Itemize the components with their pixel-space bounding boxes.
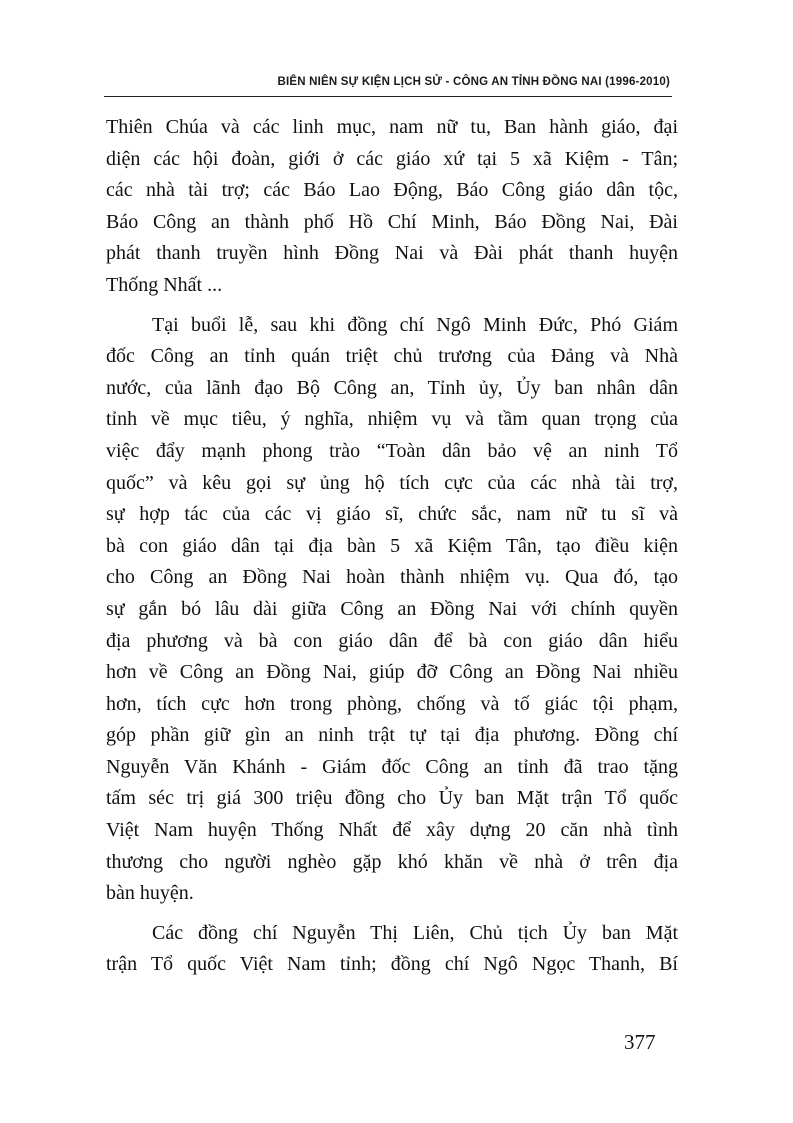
text-line: Thống Nhất ... xyxy=(106,273,223,296)
text-line: Các đồng chí Nguyễn Thị Liên, Chủ tịch Ủy ban Mặt xyxy=(152,921,678,944)
running-header-title: BIÊN NIÊN SỰ KIỆN LỊCH SỬ - CÔNG AN TỈNH ĐỒNG NAI (1996-2010) xyxy=(277,76,670,88)
text-line: sự hợp tác của các vị giáo sĩ, chức sắc, nam nữ tu sĩ và xyxy=(106,503,678,526)
text-line: góp phần giữ gìn an ninh trật tự tại địa phương. Đồng chí xyxy=(106,724,678,747)
text-line: Tại buổi lễ, sau khi đồng chí Ngô Minh Đức, Phó Giám xyxy=(152,313,678,336)
text-line: đốc Công an tỉnh quán triệt chủ trương của Đảng và Nhà xyxy=(106,345,678,368)
text-line: bà con giáo dân tại địa bàn 5 xã Kiệm Tân, tạo điều kiện xyxy=(106,534,678,557)
text-line: việc đẩy mạnh phong trào “Toàn dân bảo vệ an ninh Tổ xyxy=(106,439,678,462)
text-line: hơn, tích cực hơn trong phòng, chống và tố giác tội phạm, xyxy=(106,692,678,715)
paragraph-3 xyxy=(106,918,678,981)
text-line: sự gắn bó lâu dài giữa Công an Đồng Nai với chính quyền xyxy=(106,597,678,620)
text-line: tỉnh về mục tiêu, ý nghĩa, nhiệm vụ và tầm quan trọng của xyxy=(106,408,678,431)
text-line: trận Tổ quốc Việt Nam tỉnh; đồng chí Ngô Ngọc Thanh, Bí xyxy=(106,953,678,976)
text-line: địa phương và bà con giáo dân để bà con giáo dân hiểu xyxy=(106,629,678,652)
text-line: tấm séc trị giá 300 triệu đồng cho Ủy ban Mặt trận Tổ quốc xyxy=(106,787,678,810)
paragraph-gap xyxy=(106,910,678,918)
page-body xyxy=(106,112,678,981)
text-line: Việt Nam huyện Thống Nhất để xây dựng 20 căn nhà tình xyxy=(106,819,678,842)
paragraph-1 xyxy=(106,112,678,302)
paragraph-2 xyxy=(106,310,678,910)
text-line: diện các hội đoàn, giới ở các giáo xứ tại 5 xã Kiệm - Tân; xyxy=(106,147,678,170)
text-line: quốc” và kêu gọi sự ủng hộ tích cực của các nhà tài trợ, xyxy=(106,471,678,494)
text-line: nước, của lãnh đạo Bộ Công an, Tỉnh ủy, Ủy ban nhân dân xyxy=(106,376,678,399)
text-line: bàn huyện. xyxy=(106,882,194,905)
text-line: thương cho người nghèo gặp khó khăn về nhà ở trên địa xyxy=(106,850,678,873)
paragraph-gap xyxy=(106,302,678,310)
text-line: các nhà tài trợ; các Báo Lao Động, Báo Công giáo dân tộc, xyxy=(106,179,678,202)
page-number: 377 xyxy=(624,1030,656,1054)
text-line: phát thanh truyền hình Đồng Nai và Đài phát thanh huyện xyxy=(106,242,678,265)
text-line: Báo Công an thành phố Hồ Chí Minh, Báo Đồng Nai, Đài xyxy=(106,210,678,233)
text-line: Thiên Chúa và các linh mục, nam nữ tu, Ban hành giáo, đại xyxy=(106,116,678,138)
running-header xyxy=(104,70,672,97)
text-line: Nguyễn Văn Khánh - Giám đốc Công an tỉnh đã trao tặng xyxy=(106,755,678,778)
text-line: hơn về Công an Đồng Nai, giúp đỡ Công an Đồng Nai nhiều xyxy=(106,661,678,684)
text-line: cho Công an Đồng Nai hoàn thành nhiệm vụ. Qua đó, tạo xyxy=(106,566,678,589)
